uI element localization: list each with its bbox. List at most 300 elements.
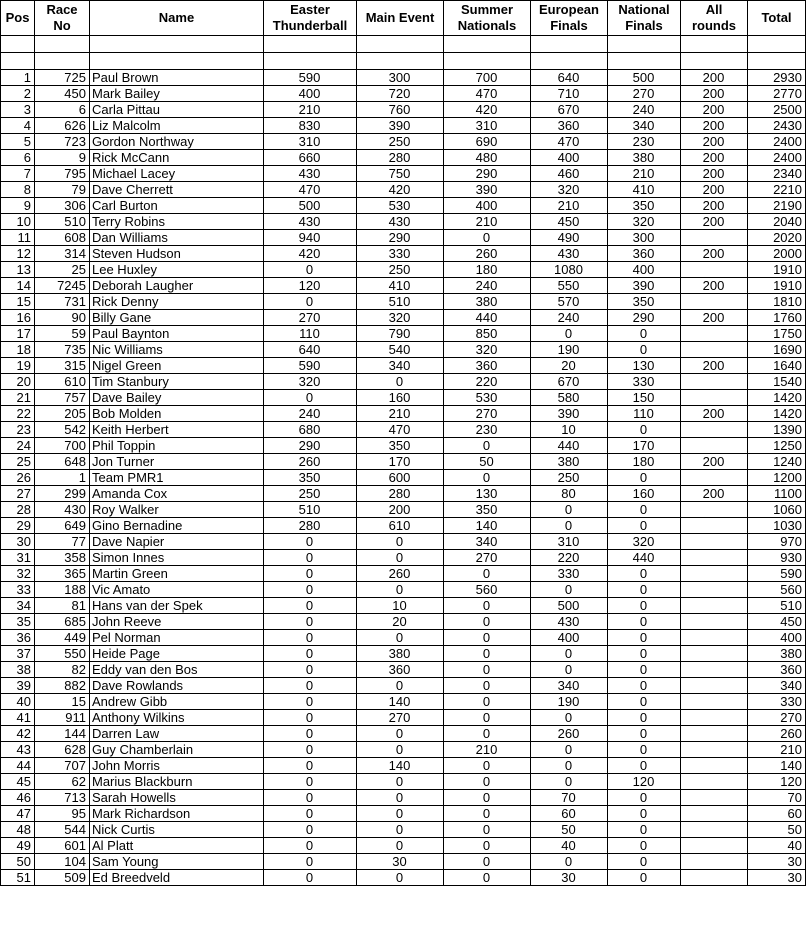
easter-thunderball-cell: 280 xyxy=(264,518,357,534)
total-cell: 1030 xyxy=(748,518,806,534)
race-no-cell: 188 xyxy=(35,582,90,598)
main-event-cell: 320 xyxy=(357,310,444,326)
summer-nationals-cell: 50 xyxy=(444,454,531,470)
main-event-cell: 170 xyxy=(357,454,444,470)
summer-nationals-cell: 270 xyxy=(444,550,531,566)
total-cell: 30 xyxy=(748,854,806,870)
summer-nationals-cell: 700 xyxy=(444,70,531,86)
table-row xyxy=(1,646,806,662)
pos-cell: 13 xyxy=(1,262,35,278)
all-rounds-cell xyxy=(681,534,748,550)
table-row xyxy=(1,662,806,678)
all-rounds-cell xyxy=(681,678,748,694)
easter-thunderball-cell: 0 xyxy=(264,262,357,278)
header-total: Total xyxy=(748,1,806,36)
main-event-cell: 420 xyxy=(357,182,444,198)
national-finals-cell: 110 xyxy=(608,406,681,422)
summer-nationals-cell: 360 xyxy=(444,358,531,374)
pos-cell: 12 xyxy=(1,246,35,262)
race-no-cell: 315 xyxy=(35,358,90,374)
summer-nationals-cell: 0 xyxy=(444,774,531,790)
table-row xyxy=(1,358,806,374)
table-row xyxy=(1,582,806,598)
race-no-cell: 9 xyxy=(35,150,90,166)
all-rounds-cell xyxy=(681,630,748,646)
national-finals-cell: 0 xyxy=(608,662,681,678)
national-finals-cell: 0 xyxy=(608,502,681,518)
name-cell: Paul Baynton xyxy=(90,326,264,342)
main-event-cell: 750 xyxy=(357,166,444,182)
pos-cell: 18 xyxy=(1,342,35,358)
table-body xyxy=(1,36,806,886)
main-event-cell: 0 xyxy=(357,630,444,646)
european-finals-cell: 0 xyxy=(531,774,608,790)
main-event-cell: 0 xyxy=(357,582,444,598)
national-finals-cell: 0 xyxy=(608,870,681,886)
national-finals-cell: 330 xyxy=(608,374,681,390)
all-rounds-cell xyxy=(681,870,748,886)
european-finals-cell: 310 xyxy=(531,534,608,550)
main-event-cell: 210 xyxy=(357,406,444,422)
easter-thunderball-cell: 0 xyxy=(264,678,357,694)
race-no-cell: 608 xyxy=(35,230,90,246)
summer-nationals-cell: 270 xyxy=(444,406,531,422)
main-event-cell: 530 xyxy=(357,198,444,214)
pos-cell: 46 xyxy=(1,790,35,806)
name-cell: Carl Burton xyxy=(90,198,264,214)
national-finals-cell: 320 xyxy=(608,214,681,230)
pos-cell: 32 xyxy=(1,566,35,582)
easter-thunderball-cell: 0 xyxy=(264,662,357,678)
name-cell: Billy Gane xyxy=(90,310,264,326)
pos-cell: 39 xyxy=(1,678,35,694)
name-cell: Dave Rowlands xyxy=(90,678,264,694)
main-event-cell: 610 xyxy=(357,518,444,534)
blank-cell xyxy=(357,53,444,70)
pos-cell: 28 xyxy=(1,502,35,518)
all-rounds-cell xyxy=(681,710,748,726)
national-finals-cell: 0 xyxy=(608,422,681,438)
total-cell: 2500 xyxy=(748,102,806,118)
main-event-cell: 0 xyxy=(357,374,444,390)
total-cell: 1250 xyxy=(748,438,806,454)
table-row xyxy=(1,454,806,470)
total-cell: 1240 xyxy=(748,454,806,470)
main-event-cell: 600 xyxy=(357,470,444,486)
summer-nationals-cell: 470 xyxy=(444,86,531,102)
main-event-cell: 270 xyxy=(357,710,444,726)
pos-cell: 11 xyxy=(1,230,35,246)
name-cell: Deborah Laugher xyxy=(90,278,264,294)
table-row xyxy=(1,294,806,310)
european-finals-cell: 490 xyxy=(531,230,608,246)
table-row xyxy=(1,630,806,646)
table-row xyxy=(1,70,806,86)
race-no-cell: 1 xyxy=(35,470,90,486)
all-rounds-cell: 200 xyxy=(681,198,748,214)
name-cell: Dave Napier xyxy=(90,534,264,550)
total-cell: 2400 xyxy=(748,134,806,150)
easter-thunderball-cell: 0 xyxy=(264,582,357,598)
table-row xyxy=(1,518,806,534)
summer-nationals-cell: 310 xyxy=(444,118,531,134)
race-no-cell: 610 xyxy=(35,374,90,390)
table-row xyxy=(1,758,806,774)
national-finals-cell: 0 xyxy=(608,614,681,630)
name-cell: Terry Robins xyxy=(90,214,264,230)
main-event-cell: 0 xyxy=(357,742,444,758)
race-no-cell: 450 xyxy=(35,86,90,102)
name-cell: Rick McCann xyxy=(90,150,264,166)
total-cell: 1750 xyxy=(748,326,806,342)
main-event-cell: 250 xyxy=(357,134,444,150)
pos-cell: 42 xyxy=(1,726,35,742)
european-finals-cell: 60 xyxy=(531,806,608,822)
summer-nationals-cell: 0 xyxy=(444,710,531,726)
race-no-cell: 648 xyxy=(35,454,90,470)
total-cell: 590 xyxy=(748,566,806,582)
european-finals-cell: 0 xyxy=(531,326,608,342)
easter-thunderball-cell: 0 xyxy=(264,774,357,790)
pos-cell: 35 xyxy=(1,614,35,630)
easter-thunderball-cell: 240 xyxy=(264,406,357,422)
race-no-cell: 685 xyxy=(35,614,90,630)
table-row xyxy=(1,566,806,582)
blank-row xyxy=(1,53,806,70)
european-finals-cell: 330 xyxy=(531,566,608,582)
pos-cell: 7 xyxy=(1,166,35,182)
name-cell: Hans van der Spek xyxy=(90,598,264,614)
national-finals-cell: 350 xyxy=(608,294,681,310)
national-finals-cell: 320 xyxy=(608,534,681,550)
main-event-cell: 0 xyxy=(357,870,444,886)
national-finals-cell: 0 xyxy=(608,710,681,726)
european-finals-cell: 550 xyxy=(531,278,608,294)
table-row xyxy=(1,326,806,342)
national-finals-cell: 0 xyxy=(608,630,681,646)
main-event-cell: 0 xyxy=(357,774,444,790)
summer-nationals-cell: 0 xyxy=(444,438,531,454)
all-rounds-cell: 200 xyxy=(681,358,748,374)
easter-thunderball-cell: 0 xyxy=(264,742,357,758)
race-no-cell: 911 xyxy=(35,710,90,726)
name-cell: Pel Norman xyxy=(90,630,264,646)
easter-thunderball-cell: 0 xyxy=(264,598,357,614)
summer-nationals-cell: 0 xyxy=(444,614,531,630)
total-cell: 120 xyxy=(748,774,806,790)
race-no-cell: 707 xyxy=(35,758,90,774)
easter-thunderball-cell: 0 xyxy=(264,710,357,726)
table-row xyxy=(1,166,806,182)
all-rounds-cell xyxy=(681,790,748,806)
name-cell: Steven Hudson xyxy=(90,246,264,262)
name-cell: Al Platt xyxy=(90,838,264,854)
main-event-cell: 790 xyxy=(357,326,444,342)
name-cell: Marius Blackburn xyxy=(90,774,264,790)
main-event-cell: 330 xyxy=(357,246,444,262)
pos-cell: 36 xyxy=(1,630,35,646)
name-cell: Nic Williams xyxy=(90,342,264,358)
summer-nationals-cell: 290 xyxy=(444,166,531,182)
easter-thunderball-cell: 430 xyxy=(264,214,357,230)
race-no-cell: 25 xyxy=(35,262,90,278)
pos-cell: 6 xyxy=(1,150,35,166)
race-no-cell: 306 xyxy=(35,198,90,214)
european-finals-cell: 40 xyxy=(531,838,608,854)
race-no-cell: 6 xyxy=(35,102,90,118)
main-event-cell: 10 xyxy=(357,598,444,614)
race-no-cell: 713 xyxy=(35,790,90,806)
national-finals-cell: 290 xyxy=(608,310,681,326)
european-finals-cell: 0 xyxy=(531,742,608,758)
summer-nationals-cell: 0 xyxy=(444,662,531,678)
all-rounds-cell xyxy=(681,662,748,678)
national-finals-cell: 0 xyxy=(608,518,681,534)
table-row xyxy=(1,710,806,726)
race-no-cell: 205 xyxy=(35,406,90,422)
summer-nationals-cell: 140 xyxy=(444,518,531,534)
total-cell: 1060 xyxy=(748,502,806,518)
name-cell: Eddy van den Bos xyxy=(90,662,264,678)
main-event-cell: 0 xyxy=(357,678,444,694)
pos-cell: 50 xyxy=(1,854,35,870)
total-cell: 1690 xyxy=(748,342,806,358)
all-rounds-cell xyxy=(681,582,748,598)
national-finals-cell: 400 xyxy=(608,262,681,278)
table-row xyxy=(1,390,806,406)
summer-nationals-cell: 130 xyxy=(444,486,531,502)
total-cell: 40 xyxy=(748,838,806,854)
easter-thunderball-cell: 0 xyxy=(264,806,357,822)
header-all-rounds: All rounds xyxy=(681,1,748,36)
summer-nationals-cell: 240 xyxy=(444,278,531,294)
table-row xyxy=(1,678,806,694)
header-european-finals: European Finals xyxy=(531,1,608,36)
summer-nationals-cell: 180 xyxy=(444,262,531,278)
total-cell: 210 xyxy=(748,742,806,758)
european-finals-cell: 670 xyxy=(531,374,608,390)
all-rounds-cell xyxy=(681,550,748,566)
national-finals-cell: 0 xyxy=(608,806,681,822)
table-row xyxy=(1,550,806,566)
total-cell: 2770 xyxy=(748,86,806,102)
pos-cell: 25 xyxy=(1,454,35,470)
table-row xyxy=(1,598,806,614)
easter-thunderball-cell: 0 xyxy=(264,630,357,646)
easter-thunderball-cell: 400 xyxy=(264,86,357,102)
main-event-cell: 340 xyxy=(357,358,444,374)
summer-nationals-cell: 0 xyxy=(444,598,531,614)
european-finals-cell: 0 xyxy=(531,758,608,774)
all-rounds-cell xyxy=(681,838,748,854)
race-no-cell: 544 xyxy=(35,822,90,838)
race-no-cell: 59 xyxy=(35,326,90,342)
table-row xyxy=(1,614,806,630)
header-pos: Pos xyxy=(1,1,35,36)
table-row xyxy=(1,86,806,102)
table-row xyxy=(1,214,806,230)
easter-thunderball-cell: 120 xyxy=(264,278,357,294)
blank-cell xyxy=(90,36,264,53)
national-finals-cell: 0 xyxy=(608,598,681,614)
easter-thunderball-cell: 0 xyxy=(264,694,357,710)
table-row xyxy=(1,806,806,822)
all-rounds-cell: 200 xyxy=(681,118,748,134)
main-event-cell: 300 xyxy=(357,70,444,86)
all-rounds-cell xyxy=(681,326,748,342)
header-row xyxy=(1,1,806,36)
race-no-cell: 62 xyxy=(35,774,90,790)
all-rounds-cell xyxy=(681,822,748,838)
race-no-cell: 723 xyxy=(35,134,90,150)
pos-cell: 33 xyxy=(1,582,35,598)
easter-thunderball-cell: 350 xyxy=(264,470,357,486)
summer-nationals-cell: 0 xyxy=(444,870,531,886)
race-no-cell: 358 xyxy=(35,550,90,566)
name-cell: Jon Turner xyxy=(90,454,264,470)
main-event-cell: 0 xyxy=(357,822,444,838)
summer-nationals-cell: 0 xyxy=(444,566,531,582)
race-no-cell: 314 xyxy=(35,246,90,262)
blank-cell xyxy=(264,53,357,70)
pos-cell: 31 xyxy=(1,550,35,566)
national-finals-cell: 180 xyxy=(608,454,681,470)
blank-cell xyxy=(681,36,748,53)
blank-cell xyxy=(444,36,531,53)
name-cell: Paul Brown xyxy=(90,70,264,86)
all-rounds-cell: 200 xyxy=(681,182,748,198)
summer-nationals-cell: 320 xyxy=(444,342,531,358)
total-cell: 60 xyxy=(748,806,806,822)
blank-cell xyxy=(90,53,264,70)
table-row xyxy=(1,118,806,134)
blank-cell xyxy=(608,53,681,70)
header-summer-nationals: Summer Nationals xyxy=(444,1,531,36)
national-finals-cell: 440 xyxy=(608,550,681,566)
header-national-finals: National Finals xyxy=(608,1,681,36)
easter-thunderball-cell: 310 xyxy=(264,134,357,150)
table-row xyxy=(1,374,806,390)
total-cell: 1910 xyxy=(748,278,806,294)
blank-cell xyxy=(748,36,806,53)
easter-thunderball-cell: 0 xyxy=(264,534,357,550)
name-cell: Simon Innes xyxy=(90,550,264,566)
european-finals-cell: 470 xyxy=(531,134,608,150)
total-cell: 450 xyxy=(748,614,806,630)
table-row xyxy=(1,470,806,486)
total-cell: 2020 xyxy=(748,230,806,246)
all-rounds-cell: 200 xyxy=(681,454,748,470)
easter-thunderball-cell: 470 xyxy=(264,182,357,198)
total-cell: 560 xyxy=(748,582,806,598)
summer-nationals-cell: 0 xyxy=(444,678,531,694)
total-cell: 360 xyxy=(748,662,806,678)
pos-cell: 41 xyxy=(1,710,35,726)
name-cell: Mark Richardson xyxy=(90,806,264,822)
summer-nationals-cell: 0 xyxy=(444,806,531,822)
european-finals-cell: 500 xyxy=(531,598,608,614)
race-no-cell: 79 xyxy=(35,182,90,198)
blank-cell xyxy=(531,36,608,53)
main-event-cell: 760 xyxy=(357,102,444,118)
race-no-cell: 81 xyxy=(35,598,90,614)
national-finals-cell: 130 xyxy=(608,358,681,374)
summer-nationals-cell: 440 xyxy=(444,310,531,326)
header-race-no: Race No xyxy=(35,1,90,36)
name-cell: Vic Amato xyxy=(90,582,264,598)
european-finals-cell: 10 xyxy=(531,422,608,438)
summer-nationals-cell: 0 xyxy=(444,758,531,774)
european-finals-cell: 210 xyxy=(531,198,608,214)
race-no-cell: 430 xyxy=(35,502,90,518)
all-rounds-cell: 200 xyxy=(681,246,748,262)
summer-nationals-cell: 0 xyxy=(444,694,531,710)
easter-thunderball-cell: 0 xyxy=(264,854,357,870)
pos-cell: 38 xyxy=(1,662,35,678)
total-cell: 1420 xyxy=(748,406,806,422)
name-cell: Andrew Gibb xyxy=(90,694,264,710)
all-rounds-cell: 200 xyxy=(681,70,748,86)
main-event-cell: 200 xyxy=(357,502,444,518)
table-row xyxy=(1,774,806,790)
national-finals-cell: 270 xyxy=(608,86,681,102)
national-finals-cell: 0 xyxy=(608,566,681,582)
all-rounds-cell xyxy=(681,438,748,454)
name-cell: Team PMR1 xyxy=(90,470,264,486)
blank-cell xyxy=(1,53,35,70)
easter-thunderball-cell: 320 xyxy=(264,374,357,390)
european-finals-cell: 0 xyxy=(531,854,608,870)
easter-thunderball-cell: 590 xyxy=(264,358,357,374)
all-rounds-cell: 200 xyxy=(681,310,748,326)
race-no-cell: 757 xyxy=(35,390,90,406)
table-row xyxy=(1,150,806,166)
total-cell: 260 xyxy=(748,726,806,742)
race-no-cell: 795 xyxy=(35,166,90,182)
race-no-cell: 95 xyxy=(35,806,90,822)
name-cell: Nigel Green xyxy=(90,358,264,374)
european-finals-cell: 430 xyxy=(531,614,608,630)
easter-thunderball-cell: 660 xyxy=(264,150,357,166)
national-finals-cell: 390 xyxy=(608,278,681,294)
summer-nationals-cell: 230 xyxy=(444,422,531,438)
european-finals-cell: 580 xyxy=(531,390,608,406)
summer-nationals-cell: 560 xyxy=(444,582,531,598)
table-row xyxy=(1,134,806,150)
race-no-cell: 449 xyxy=(35,630,90,646)
national-finals-cell: 0 xyxy=(608,582,681,598)
all-rounds-cell xyxy=(681,614,748,630)
pos-cell: 26 xyxy=(1,470,35,486)
european-finals-cell: 340 xyxy=(531,678,608,694)
race-no-cell: 299 xyxy=(35,486,90,502)
national-finals-cell: 0 xyxy=(608,470,681,486)
national-finals-cell: 240 xyxy=(608,102,681,118)
national-finals-cell: 340 xyxy=(608,118,681,134)
summer-nationals-cell: 0 xyxy=(444,790,531,806)
pos-cell: 17 xyxy=(1,326,35,342)
easter-thunderball-cell: 0 xyxy=(264,550,357,566)
all-rounds-cell xyxy=(681,470,748,486)
national-finals-cell: 0 xyxy=(608,758,681,774)
race-no-cell: 90 xyxy=(35,310,90,326)
easter-thunderball-cell: 590 xyxy=(264,70,357,86)
all-rounds-cell: 200 xyxy=(681,102,748,118)
pos-cell: 27 xyxy=(1,486,35,502)
easter-thunderball-cell: 250 xyxy=(264,486,357,502)
race-no-cell: 735 xyxy=(35,342,90,358)
race-no-cell: 365 xyxy=(35,566,90,582)
